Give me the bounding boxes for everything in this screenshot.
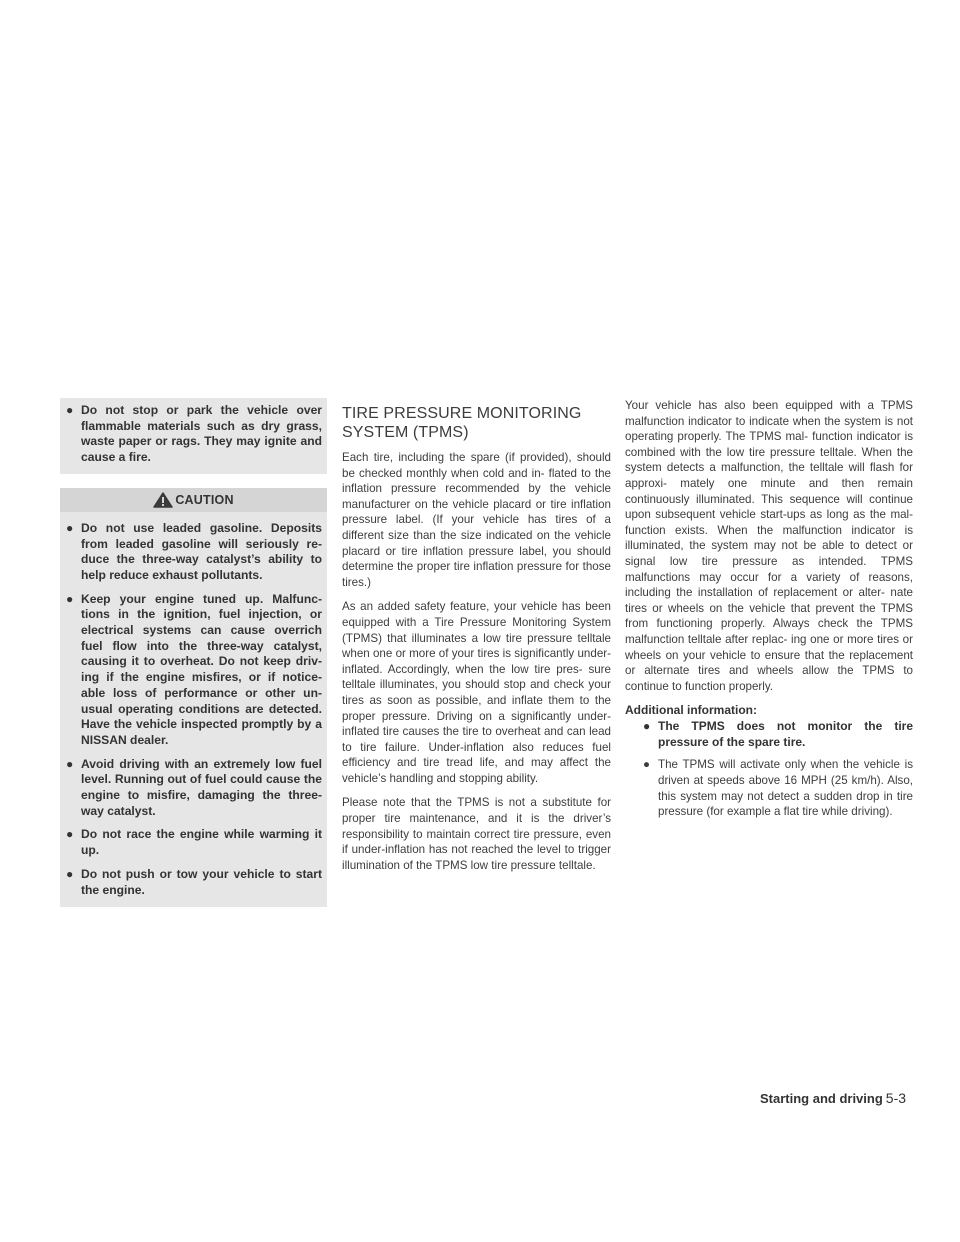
list-item [643, 757, 913, 819]
caution-bullet [66, 867, 322, 898]
warning-box [60, 398, 327, 474]
middle-column [342, 398, 611, 882]
body-paragraph: As an added safety feature, your vehicle has been equipped with a Tire Pressure Monitoring System (TPMS) that illuminates a low tire pressure telltale when one or more of your tires is significantly under-inflated. Accordingly, when the low tire pres- sure telltale illuminates, you should stop and check your tires as soon as possible, and inflate them to the proper pressure. Driving on a significantly under-inflated tire causes the tire to overheat and can lead to tire failure. Under-inflation also reduces fuel efficiency and tire tread life, and may affect the vehicle’s handling and stopping ability. [342, 600, 611, 785]
caution-label: CAUTION [175, 492, 234, 507]
additional-info-list [625, 719, 913, 820]
bullet-dot: ● [643, 758, 651, 772]
body-paragraph: Each tire, including the spare (if provided), should be checked monthly when cold and in- flated to the inflation pressure recommended by the vehicle manufacturer on the vehicle placard or tire inflation pressure label. (If your vehicle has tires of a different size than the size indicated on the vehicle placard or tire inflation pressure label, you should determine the proper tire inflation pressure for those tires.) [342, 451, 611, 589]
body-paragraph: Your vehicle has also been equipped with a TPMS malfunction indicator to indicate when the system is not operating properly. The TPMS mal- function indicator is combined with the low tire pressure telltale. When the system detects a malfunction, the telltale will flash for approxi- mately one minute and then remain continuously illuminated. This sequence will continue upon subsequent vehicle start-ups as long as the mal- function exists. When the malfunction indicator is illuminated, the system may not be able to detect or signal low tire pressure as intended. TPMS malfunctions may occur for a variety of reasons, including the installation of replacement or alter- nate tires or wheels on the vehicle that prevent the TPMS from functioning properly. Always check the TPMS malfunction telltale after replac- ing one or more tires or wheels on your vehicle to ensure that the replacement or alternate tires and wheels allow the TPMS to continue to function properly. [625, 399, 913, 693]
caution-bullet [66, 592, 322, 749]
right-column [625, 398, 913, 827]
caution-header [60, 488, 327, 512]
bullet-dot: ● [66, 866, 74, 881]
list-item-text: The TPMS will activate only when the vehicle is driven at speeds above 16 MPH (25 km/h). Also, this system may not detect a sudden drop in tire pressure (for example a flat tire while driving). [658, 758, 913, 819]
bullet-dot: ● [66, 756, 74, 771]
bullet-dot: ● [66, 520, 74, 535]
caution-bullet-text: Do not push or tow your vehicle to start the engine. [81, 866, 322, 897]
caution-bullet [66, 827, 322, 858]
bullet-dot: ● [643, 719, 651, 734]
body-paragraph: Please note that the TPMS is not a substitute for proper tire maintenance, and it is the driver’s responsibility to maintain correct tire pressure, even if under-inflation has not reached the level to trigger illumination of the TPMS low tire pressure telltale. [342, 796, 611, 872]
footer-section-title: Starting and driving [760, 1091, 883, 1106]
caution-bullet-text: Avoid driving with an extremely low fuel level. Running out of fuel could cause the engine to misfire, damaging the three-way catalyst. [81, 756, 322, 818]
bullet-dot: ● [66, 591, 74, 606]
page-number: 5-3 [885, 1090, 907, 1106]
bullet-dot: ● [66, 403, 74, 417]
caution-bullet-text: Do not use leaded gasoline. Deposits from leaded gasoline will seriously re- duce the three-way catalyst’s ability to help reduce exhaust pollutants. [81, 520, 322, 582]
caution-bullet [66, 521, 322, 584]
caution-box [60, 512, 327, 907]
warning-bullet-text: Do not stop or park the vehicle over flammable materials such as dry grass, waste paper or rags. They may ignite and cause a fire. [81, 403, 322, 465]
additional-info-heading: Additional information: [625, 703, 757, 718]
bullet-dot: ● [66, 827, 74, 842]
section-title: TIRE PRESSURE MONITORING SYSTEM (TPMS) [342, 405, 582, 441]
left-column [60, 398, 327, 907]
caution-bullet-text: Keep your engine tuned up. Malfunc- tions in the ignition, fuel injection, or electrical systems can cause overrich fuel flow into the three-way catalyst, causing it to overheat. Do not keep driv- ing if the engine misfires, or if notice- able loss of performance or other un- usual operating conditions are detected. Have the vehicle inspected promptly by a NISSAN dealer. [81, 591, 322, 747]
list-item [643, 719, 913, 750]
warning-triangle-icon [153, 492, 173, 508]
page-footer [760, 1090, 920, 1106]
caution-bullet-text: Do not race the engine while warming it up. [81, 827, 322, 858]
caution-bullet [66, 757, 322, 820]
list-item-text: The TPMS does not monitor the tire pressure of the spare tire. [658, 719, 913, 749]
warning-bullet [66, 403, 322, 466]
